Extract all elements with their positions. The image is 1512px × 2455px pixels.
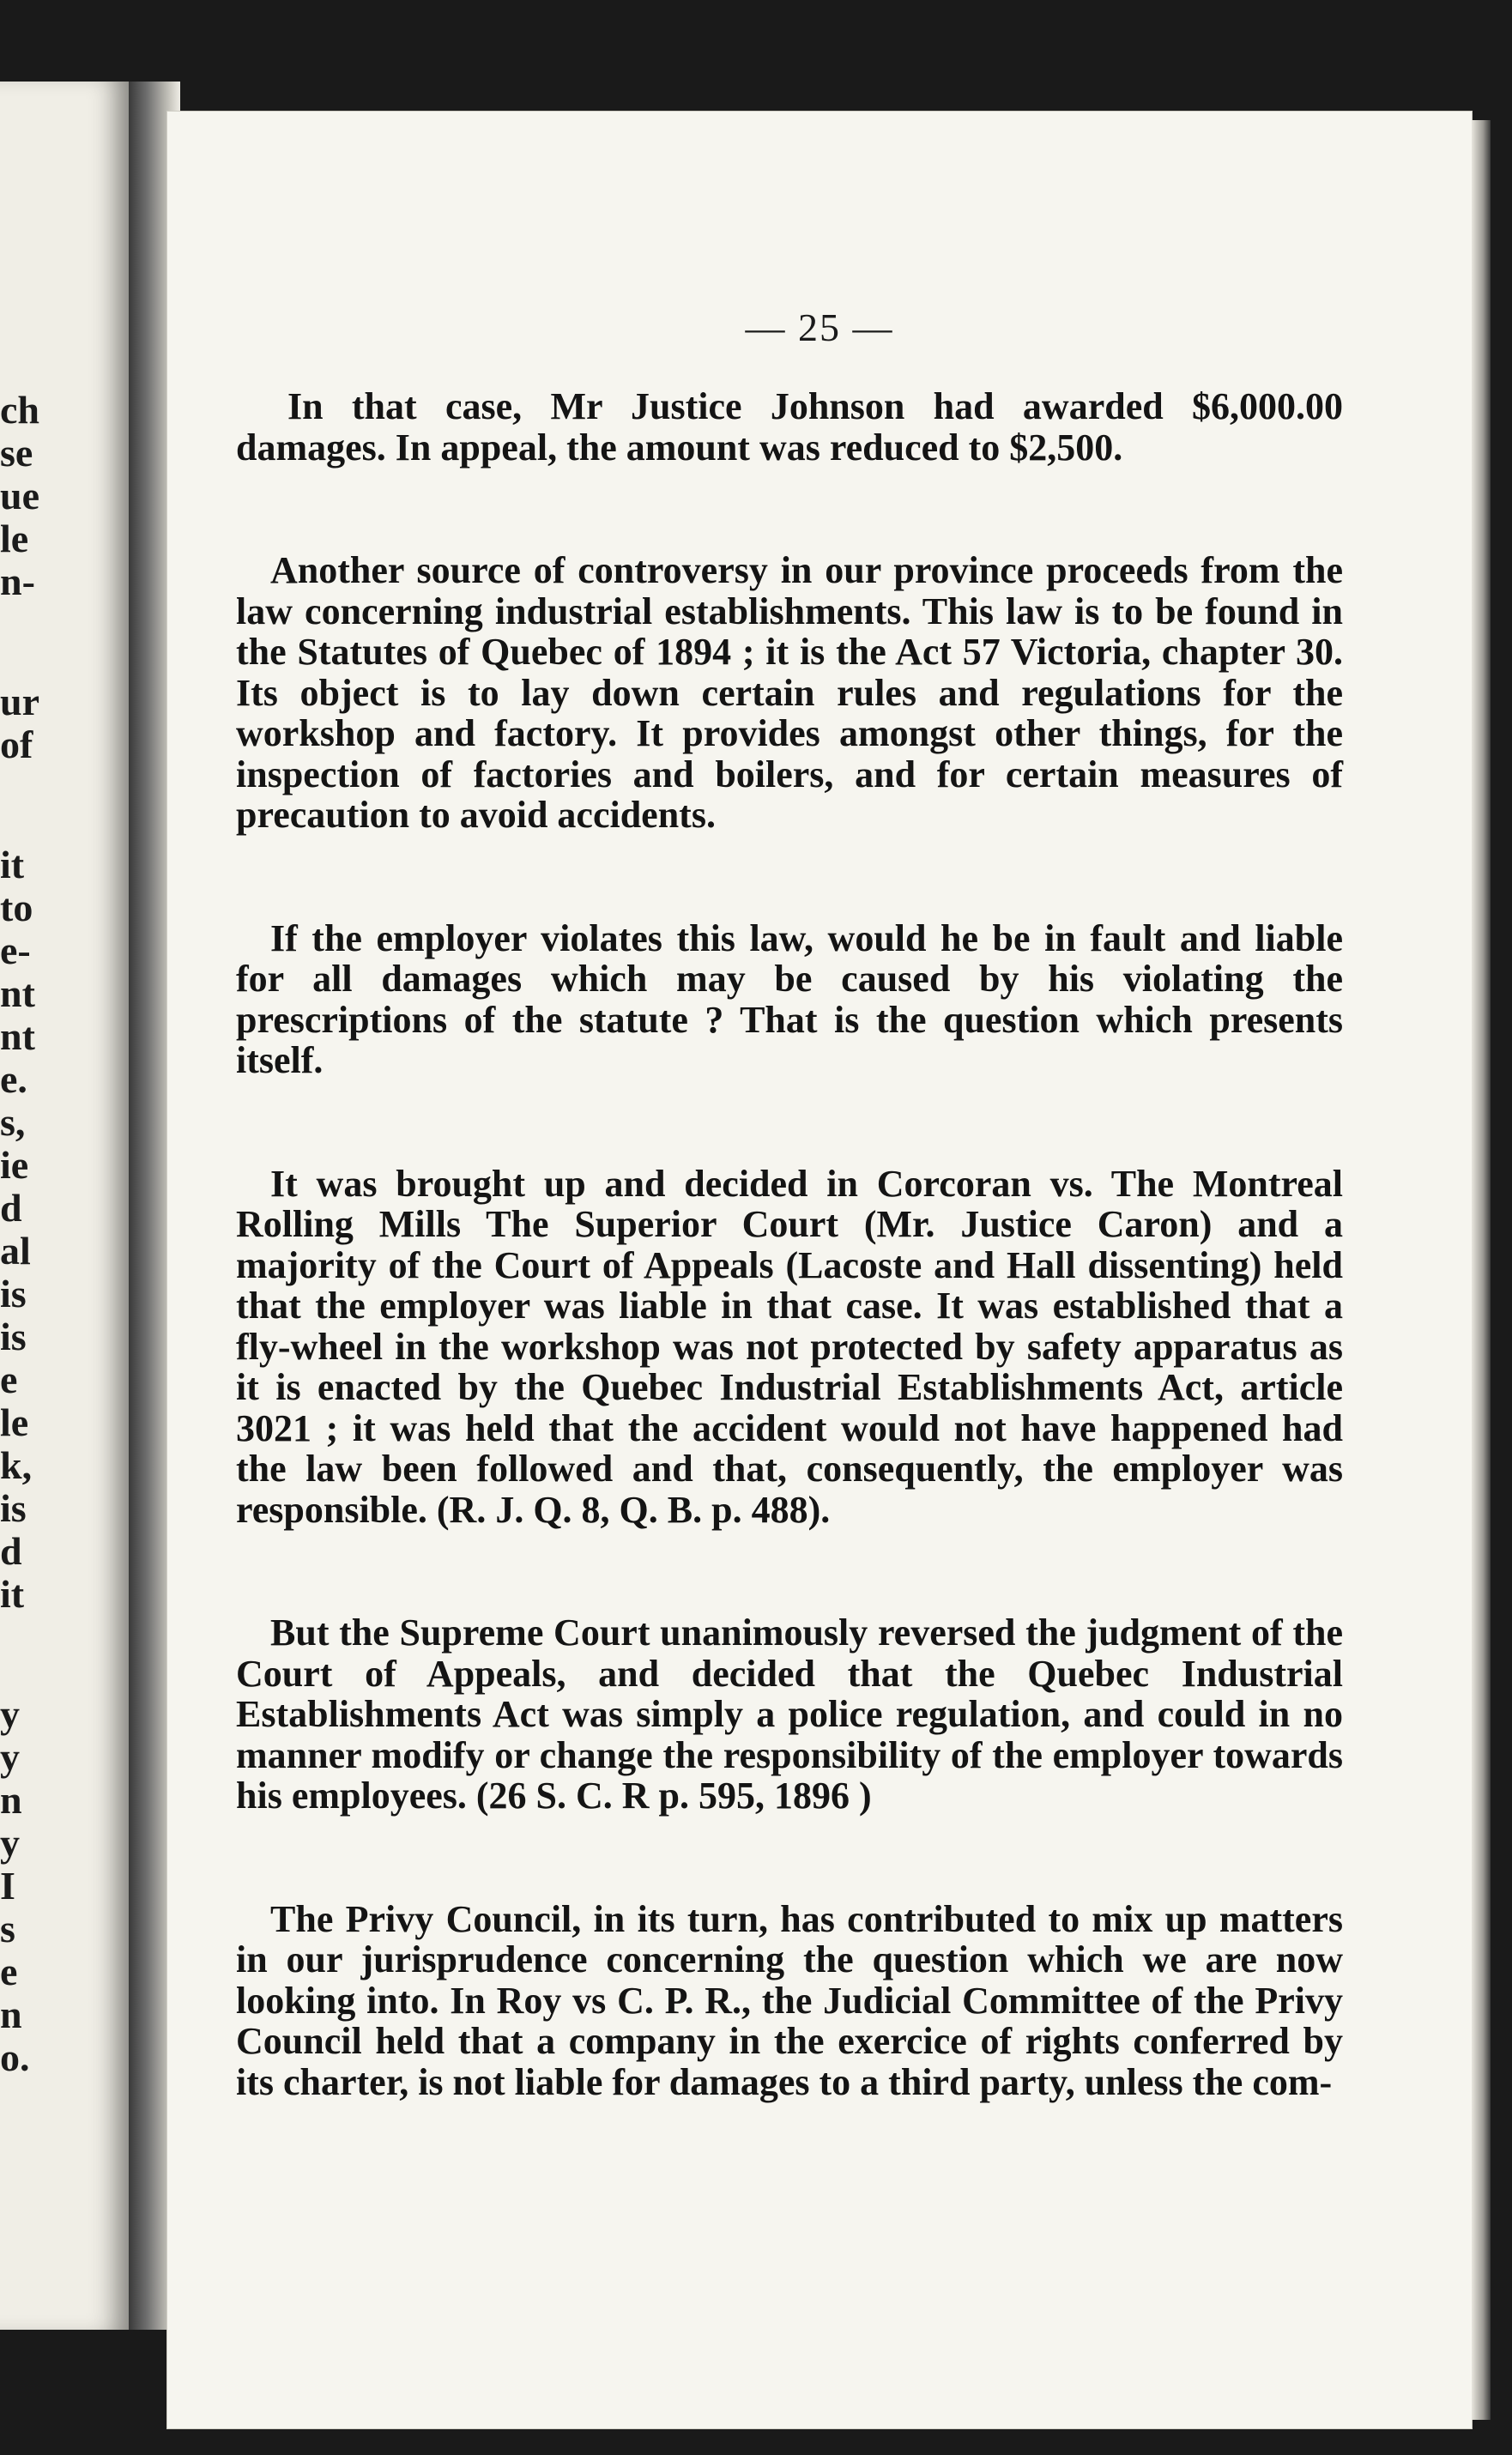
facing-page-fragment: nt xyxy=(0,971,35,1015)
facing-page-fragment: is xyxy=(0,1272,27,1315)
facing-page-fragment: d xyxy=(0,1529,22,1573)
facing-page-fragment: ur xyxy=(0,680,39,723)
facing-page xyxy=(0,82,129,2330)
facing-page-fragment: le xyxy=(0,1400,29,1444)
paragraph: If the employer violates this law, would he be in fault and liable for all damages which may be caused by his violating the prescriptions of the statute ? That is the question which presents itself. xyxy=(236,916,1343,1081)
facing-page-fragment: y xyxy=(0,1821,20,1865)
facing-page-fragment: s xyxy=(0,1907,15,1950)
facing-page-fragment: ie xyxy=(0,1143,29,1187)
book-page xyxy=(167,112,1472,2428)
facing-page-fragment: ue xyxy=(0,474,39,517)
facing-page-fragment: e. xyxy=(0,1057,27,1101)
facing-page-fragment: nt xyxy=(0,1014,35,1058)
facing-page-fragment: n xyxy=(0,1992,22,2036)
facing-page-fragment: k, xyxy=(0,1443,33,1487)
page-edge xyxy=(1472,120,1491,2420)
body-text xyxy=(236,386,1343,2185)
facing-page-fragment: e xyxy=(0,1358,18,1401)
paragraph: In that case, Mr Justice Johnson had awarded $6,000.00 damages. In appeal, the amount was reduced to $2,500. xyxy=(236,385,1343,469)
facing-page-fragment: y xyxy=(0,1735,20,1779)
paragraph: The Privy Council, in its turn, has contributed to mix up matters in our jurisprudence concerning the question which we are now looking into. In Roy vs C. P. R., the Judicial Committee of the Privy Council held that a company in the exercice of rights conferred by its charter, is not liable for damages to a third party, unless the com- xyxy=(236,1897,1343,2103)
paragraph: It was brought up and decided in Corcoran vs. The Montreal Rolling Mills The Superior Court (Mr. Justice Caron) and a majority of the Court of Appeals (Lacoste and Hall dissenting) held that the employer was liable in that case. It was established that a fly-wheel in the workshop was not protected by safety apparatus as it is enacted by the Quebec Industrial Establishments Act, article 3021 ; it was held that the accident would not have happened had the law been followed and that, consequently, the employer was responsible. (R. J. Q. 8, Q. B. p. 488). xyxy=(236,1162,1343,1531)
facing-page-fragment: le xyxy=(0,517,29,560)
facing-page-fragment: is xyxy=(0,1315,27,1358)
facing-page-fragment: to xyxy=(0,886,33,929)
facing-page-fragment: e- xyxy=(0,928,31,972)
facing-page-fragment: o. xyxy=(0,2035,30,2079)
paragraph: But the Supreme Court unanimously reversed the judgment of the Court of Appeals, and decided that the Quebec Industrial Establishments Act was simply a police regulation, and could in no manner modify or change the responsibility of the employer towards his employees. (26 S. C. R p. 595, 1896 ) xyxy=(236,1611,1343,1817)
facing-page-fragment: al xyxy=(0,1229,31,1273)
facing-page-fragment: I xyxy=(0,1864,15,1908)
facing-page-fragment: d xyxy=(0,1186,22,1230)
facing-page-fragment: n- xyxy=(0,559,35,603)
facing-page-fragment: of xyxy=(0,723,33,766)
facing-page-fragment: is xyxy=(0,1486,27,1530)
facing-page-fragment: y xyxy=(0,1692,20,1736)
facing-page-fragment: n xyxy=(0,1778,22,1822)
facing-page-fragment: e xyxy=(0,1950,18,1993)
facing-page-fragment: s, xyxy=(0,1100,26,1144)
facing-page-fragment: it xyxy=(0,1572,25,1616)
paragraph: Another source of controversy in our province proceeds from the law concerning industrial establishments. This law is to be found in the Statutes of Quebec of 1894 ; it is the Act 57 Victoria, chapter 30. Its object is to lay down certain rules and regulations for the workshop and factory. It provides amongst other things, for the inspection of factories and boilers, and for certain measures of precaution to avoid accidents. xyxy=(236,549,1343,836)
facing-page-fragment: ch xyxy=(0,388,39,432)
page-number: — 25 — xyxy=(745,305,894,349)
facing-page-fragment: it xyxy=(0,843,25,886)
facing-page-fragment: se xyxy=(0,431,33,475)
